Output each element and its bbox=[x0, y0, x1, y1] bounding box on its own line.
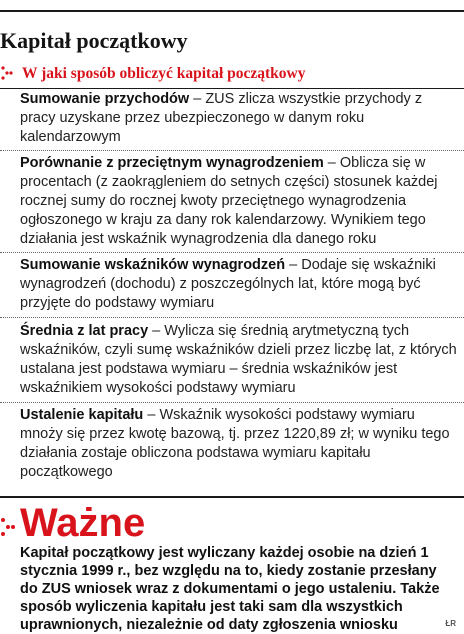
step-text: Dodaje się wskaźniki wynagrodzeń (dochodu) z poszczególnych lat, które mogą być przyjęte do podstawy wymiaru bbox=[20, 257, 436, 311]
subtitle: W jaki sposób obliczyć kapitał początkowy bbox=[22, 65, 306, 82]
subtitle-rule bbox=[0, 88, 464, 89]
step-text: Wskaźnik wysokości podstawy wymiaru mnoży się przez kwotę bazową, tj. przez 1220,89 zł; w wyniku tego działania zostaje obliczona podstawa wymiaru kapitału początkowego bbox=[20, 407, 450, 480]
author-credit: ŁR bbox=[445, 619, 456, 628]
step-text: Oblicza się w procentach (z zaokrągleniem do setnych części) stosunek każdej rocznej sumy do rocznej kwoty przeciętnego wynagrodzenia ogłoszonego w kraju za dany rok kalendarzowy. Wynikiem tego działania jest wskaźnik wynagrodzenia dla danego roku bbox=[20, 155, 438, 247]
important-heading-row bbox=[0, 502, 464, 546]
step-heading: Sumowanie wskaźników wynagrodzeń bbox=[20, 257, 286, 273]
page-title: Kapitał początkowy bbox=[0, 28, 188, 53]
step-heading: Ustalenie kapitału bbox=[20, 407, 144, 423]
step-dash: – bbox=[152, 323, 161, 339]
step-capital-calculation bbox=[20, 406, 460, 482]
dotted-divider bbox=[0, 252, 464, 253]
step-dash: – bbox=[289, 257, 298, 273]
step-dash: – bbox=[193, 91, 202, 107]
step-summing-indices bbox=[20, 256, 460, 313]
step-average-comparison bbox=[20, 154, 460, 249]
dotted-divider bbox=[0, 402, 464, 403]
step-dash: – bbox=[147, 407, 156, 423]
top-rule bbox=[0, 10, 464, 12]
step-heading: Porównanie z przeciętnym wynagrodzeniem bbox=[20, 155, 324, 171]
dotted-divider bbox=[0, 150, 464, 151]
step-summing-income bbox=[20, 90, 460, 147]
dotted-arrow-icon bbox=[0, 64, 14, 82]
step-heading: Średnia z lat pracy bbox=[20, 323, 149, 339]
step-average-years bbox=[20, 322, 460, 398]
step-dash: – bbox=[327, 155, 336, 171]
step-text: ZUS zlicza wszystkie przychody z pracy uzyskane przez ubezpieczonego w danym roku kalendarzowym bbox=[20, 91, 423, 145]
bottom-rule bbox=[0, 496, 464, 498]
important-heading: Ważne bbox=[20, 501, 146, 545]
step-text: Wylicza się średnią arytmetyczną tych wskaźników, czyli sumę wskaźników dzieli przez liczbę lat, z których ustalana jest podstawa wymiaru – średnia wskaźników jest wskaźnikiem wysokości podstawy wymiaru bbox=[20, 323, 457, 396]
dotted-arrow-icon bbox=[0, 516, 16, 538]
step-heading: Sumowanie przychodów bbox=[20, 91, 190, 107]
important-note: Kapitał początkowy jest wyliczany każdej osobie na dzień 1 stycznia 1999 r., bez względu na to, kiedy zostanie przesłany do ZUS wniosek wraz z dokumentami o jego ustaleniu. Także sposób wyliczenia kapitału jest taki sam dla wszystkich uprawnionych, niezależnie od daty zgłoszenia wniosku bbox=[20, 545, 440, 633]
subtitle-row bbox=[0, 64, 464, 86]
dotted-divider bbox=[0, 317, 464, 318]
